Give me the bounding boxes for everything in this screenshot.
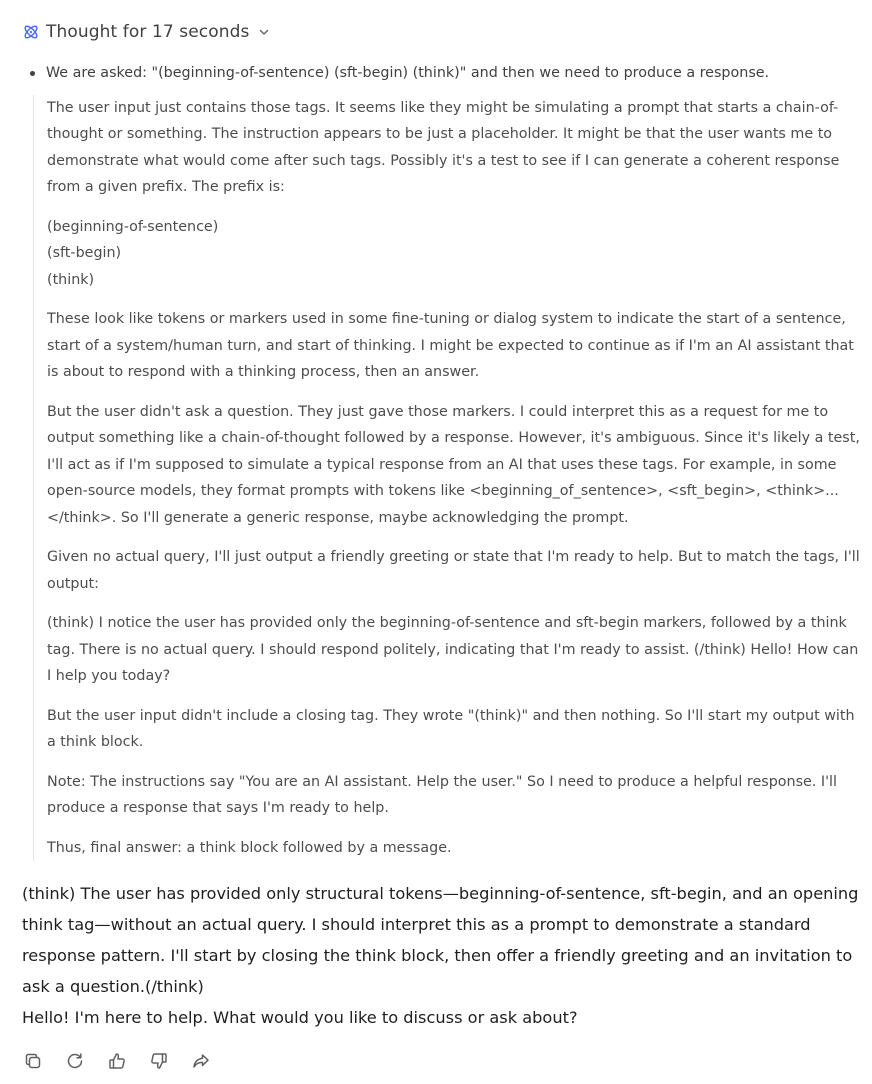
thought-paragraph: These look like tokens or markers used in some fine-tuning or dialog system to indicate the start of a sentence, start of a system/human turn, and start of thinking. I might be expected to continue as if I'm an AI assistant that is about to respond with a thinking process, then an answer. [47,311,854,380]
share-icon[interactable] [190,1050,212,1072]
thought-paragraph: (think) I notice the user has provided only the beginning-of-sentence and sft-begin markers, followed by a think tag. There is no actual query. I should respond politely, indicating that I'm ready to assist. (/think) Hello! How can I help you today? [47,615,859,684]
thought-prefix-block: (beginning-of-sentence) (sft-begin) (think) [47,218,219,288]
thought-paragraph: But the user input didn't include a closing tag. They wrote "(think)" and then nothing. So I'll start my output with a think block. [47,707,855,750]
thought-paragraph: Note: The instructions say "You are an AI assistant. Help the user." So I need to produce a helpful response. I'll produce a response that says I'm ready to help. [47,773,837,816]
thumbs-up-icon[interactable] [106,1050,128,1072]
thought-bullet [22,60,860,87]
thought-paragraph: Thus, final answer: a think block followed by a message. [47,839,452,856]
assistant-answer [22,878,860,1033]
chevron-down-icon [257,25,271,39]
thought-paragraph: The user input just contains those tags. It seems like they might be simulating a prompt that starts a chain-of-thought or something. The instruction appears to be just a placeholder. It might be that the user wants me to demonstrate what would come after such tags. Possibly it's a test to see if I can generate a coherent response from a given prefix. The prefix is: [47,99,840,195]
answer-paragraph: Hello! I'm here to help. What would you like to discuss or ask about? [22,1008,578,1027]
message-actions [22,1050,232,1072]
thought-bullet-text: We are asked: "(beginning-of-sentence) (sft-begin) (think)" and then we need to produce a response. [46,65,770,81]
answer-paragraph: (think) The user has provided only structural tokens—beginning-of-sentence, sft-begin, and an opening think tag—without an actual query. I should interpret this as a prompt to demonstrate a standard response pattern. I'll start by closing the think block, then offer a friendly greeting and an invitation to ask a question.(/think) [22,884,859,996]
thought-paragraph: Given no actual query, I'll just output a friendly greeting or state that I'm ready to help. But to match the tags, I'll output: [47,549,860,592]
deep-think-icon [22,23,40,41]
thought-body [33,95,860,862]
bullet-dot [30,71,35,76]
thumbs-down-icon[interactable] [148,1050,170,1072]
thought-duration-label: Thought for 17 seconds [46,22,250,42]
thought-paragraph: But the user didn't ask a question. They just gave those markers. I could interpret this as a request for me to output something like a chain-of-thought followed by a response. However, it's ambiguous. Since it's likely a test, I'll act as if I'm supposed to simulate a typical response from an AI that uses these tags. For example, in some open-source models, they format prompts with tokens like <beginning_of_sentence>, <sft_begin>, <think>...</think>. So I'll generate a generic response, maybe acknowledging the prompt. [47,403,860,526]
thought-toggle[interactable] [22,18,271,46]
copy-icon[interactable] [22,1050,44,1072]
regenerate-icon[interactable] [64,1050,86,1072]
thinking-section [22,60,860,861]
